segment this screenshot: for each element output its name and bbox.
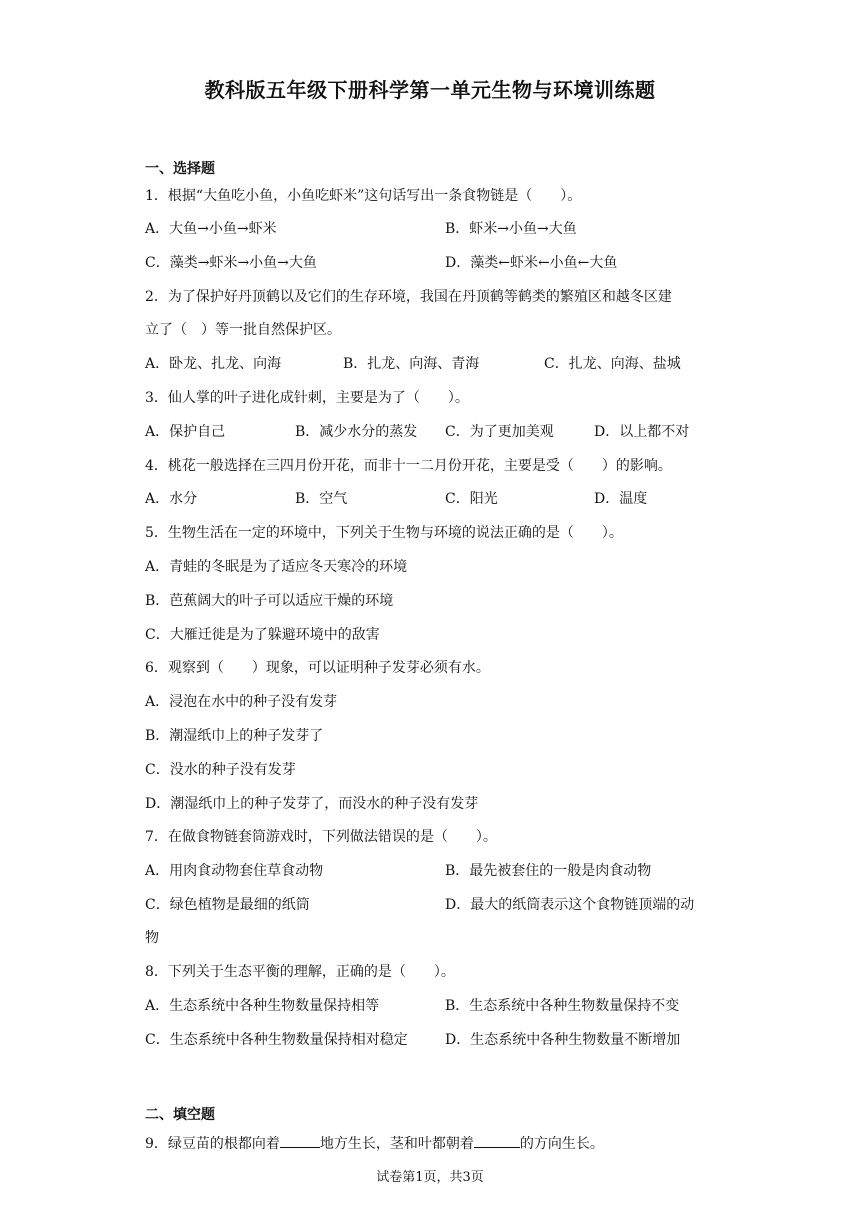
q1-option-a[interactable]: A．大鱼→小鱼→虾米 <box>145 221 277 237</box>
q9-text-part-1: 9．绿豆苗的根都向着 <box>145 1136 280 1152</box>
question-4-stem: 4．桃花一般选择在三四月份开花，而非十一二月份开花，主要是受（ ）的影响。 <box>145 458 672 474</box>
q6-option-a[interactable]: A．浸泡在水中的种子没有发芽 <box>145 694 338 710</box>
q8-option-b[interactable]: B．生态系统中各种生物数量保持不变 <box>445 998 680 1014</box>
q1-option-b[interactable]: B．虾米→小鱼→大鱼 <box>445 221 577 237</box>
q7-option-b[interactable]: B．最先被套住的一般是肉食动物 <box>445 863 652 879</box>
section-heading-fill: 二、填空题 <box>145 1107 215 1123</box>
q7-option-a[interactable]: A．用肉食动物套住草食动物 <box>145 863 324 879</box>
q3-option-d[interactable]: D．以上都不对 <box>594 424 690 440</box>
q4-option-a[interactable]: A．水分 <box>145 491 198 507</box>
section-heading-choice: 一、选择题 <box>145 161 215 177</box>
question-3-stem: 3．仙人掌的叶子进化成针刺，主要是为了（ ）。 <box>145 390 469 406</box>
q8-option-d[interactable]: D．生态系统中各种生物数量不断增加 <box>445 1032 681 1048</box>
q9-text-part-3: 的方向生长。 <box>519 1136 604 1152</box>
question-8-stem: 8．下列关于生态平衡的理解，正确的是（ ）。 <box>145 964 455 980</box>
q2-option-a[interactable]: A．卧龙、扎龙、向海 <box>145 356 282 372</box>
q4-option-b[interactable]: B．空气 <box>295 491 348 507</box>
q4-option-c[interactable]: C．阳光 <box>445 491 498 507</box>
q1-option-d[interactable]: D．藻类←虾米←小鱼←大鱼 <box>445 255 618 271</box>
page-title: 教科版五年级下册科学第一单元生物与环境训练题 <box>204 78 656 102</box>
question-1-stem: 1．根据“大鱼吃小鱼，小鱼吃虾米”这句话写出一条食物链是（ ）。 <box>145 188 582 204</box>
q4-option-d[interactable]: D．温度 <box>594 491 648 507</box>
page-footer: 试卷第1页，共3页 <box>376 1170 484 1185</box>
question-9 <box>145 1133 604 1153</box>
question-7-stem: 7．在做食物链套筒游戏时，下列做法错误的是（ ）。 <box>145 829 497 845</box>
q8-option-c[interactable]: C．生态系统中各种生物数量保持相对稳定 <box>145 1032 408 1048</box>
q5-option-c[interactable]: C．大雁迁徙是为了躲避环境中的敌害 <box>145 627 380 643</box>
q7-option-c[interactable]: C．绿色植物是最细的纸筒 <box>145 897 310 913</box>
q5-option-a[interactable]: A．青蛙的冬眠是为了适应冬天寒冷的环境 <box>145 559 408 575</box>
q7-option-d-continued: 物 <box>145 930 159 946</box>
q6-option-d[interactable]: D．潮湿纸巾上的种子发芽了，而没水的种子没有发芽 <box>145 796 479 812</box>
q3-option-b[interactable]: B．减少水分的蒸发 <box>295 424 418 440</box>
q9-text-part-2: 地方生长，茎和叶都朝着 <box>319 1136 474 1152</box>
q6-option-b[interactable]: B．潮湿纸巾上的种子发芽了 <box>145 728 324 744</box>
q7-option-d[interactable]: D．最大的纸筒表示这个食物链顶端的动 <box>445 897 695 913</box>
q3-option-c[interactable]: C．为了更加美观 <box>445 424 554 440</box>
q2-option-b[interactable]: B．扎龙、向海、青海 <box>343 356 480 372</box>
q2-option-c[interactable]: C．扎龙、向海、盐城 <box>544 356 681 372</box>
q1-option-c[interactable]: C．藻类→虾米→小鱼→大鱼 <box>145 255 317 271</box>
question-5-stem: 5．生物生活在一定的环境中，下列关于生物与环境的说法正确的是（ ）。 <box>145 525 623 541</box>
q9-blank-2[interactable] <box>474 1133 520 1148</box>
q3-option-a[interactable]: A．保护自己 <box>145 424 226 440</box>
question-2-stem-line-1: 2．为了保护好丹顶鹤以及它们的生存环境，我国在丹顶鹤等鹤类的繁殖区和越冬区建 <box>145 289 672 305</box>
q6-option-c[interactable]: C．没水的种子没有发芽 <box>145 762 296 778</box>
question-2-stem-line-2: 立了（ ）等一批自然保护区。 <box>145 322 341 338</box>
q8-option-a[interactable]: A．生态系统中各种生物数量保持相等 <box>145 998 380 1014</box>
q9-blank-1[interactable] <box>280 1133 320 1148</box>
q5-option-b[interactable]: B．芭蕉阔大的叶子可以适应干燥的环境 <box>145 593 394 609</box>
question-6-stem: 6．观察到（ ）现象，可以证明种子发芽必须有水。 <box>145 660 490 676</box>
